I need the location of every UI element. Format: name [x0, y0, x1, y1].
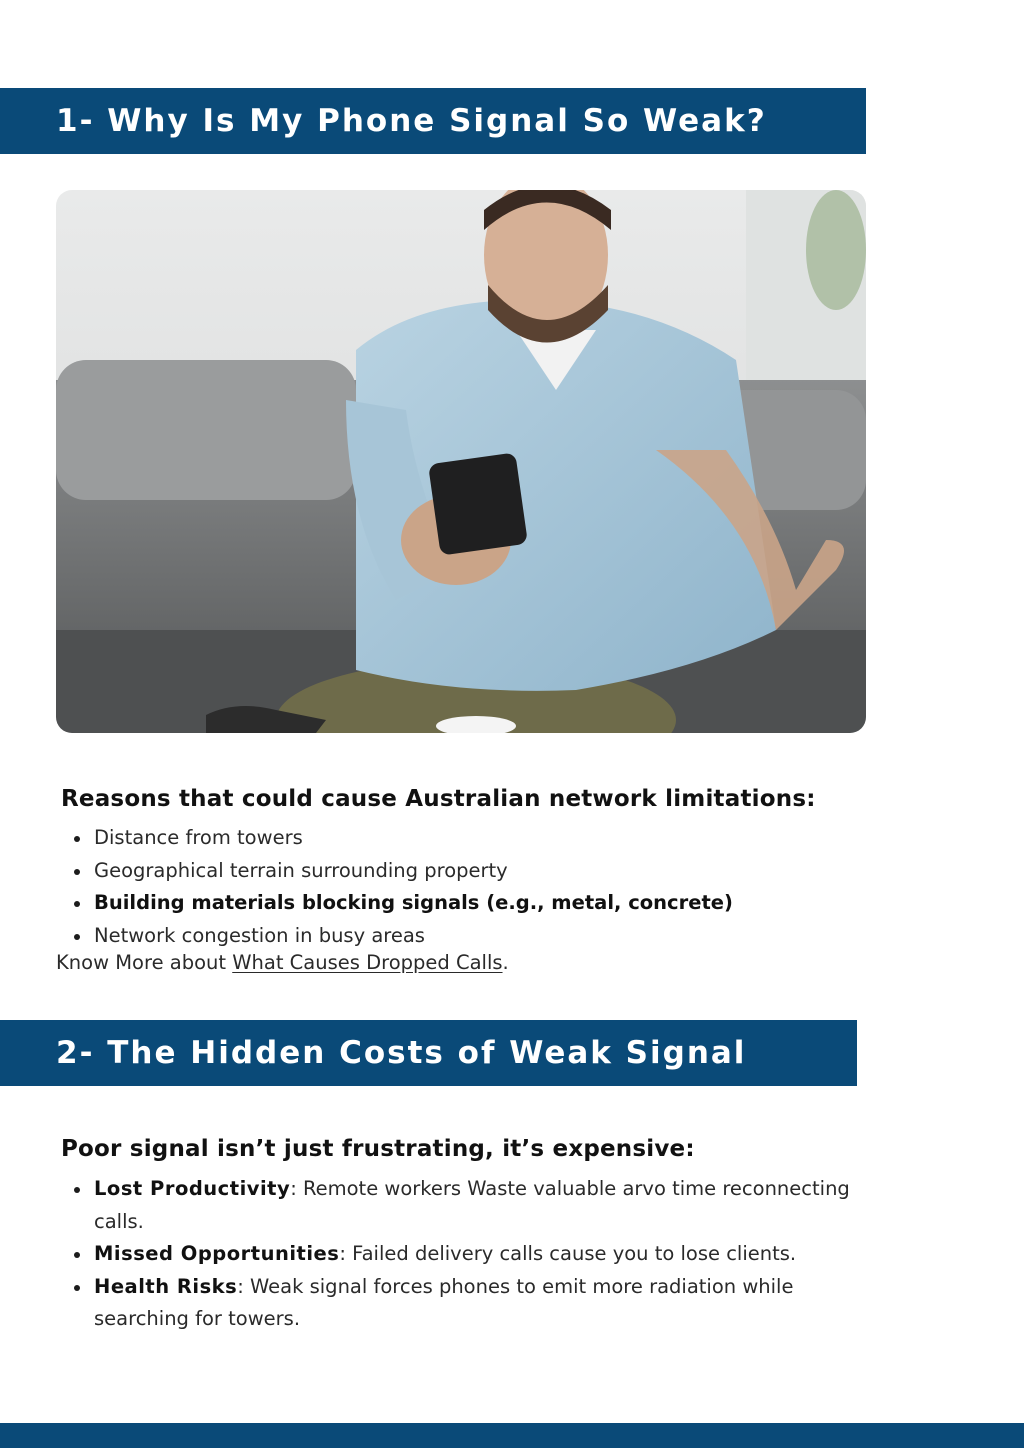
costs-list	[56, 1173, 854, 1336]
list-item	[94, 1173, 854, 1238]
causes-list	[56, 822, 884, 952]
list-item	[94, 1271, 854, 1336]
cost-text: : Failed delivery calls cause you to lose clients.	[339, 1242, 797, 1265]
section-2-title: 2- The Hidden Costs of Weak Signal	[56, 1035, 747, 1071]
list-item: Distance from towers	[94, 822, 884, 855]
list-item: Network congestion in busy areas	[94, 920, 884, 953]
section-1-title: 1- Why Is My Phone Signal So Weak?	[56, 103, 767, 139]
list-item	[94, 1238, 854, 1271]
section-1-heading: Reasons that could cause Australian network limitations:	[61, 786, 816, 812]
list-item: Building materials blocking signals (e.g., metal, concrete)	[94, 887, 884, 920]
know-more-line	[56, 951, 509, 974]
section-1-banner	[0, 88, 866, 154]
list-item: Geographical terrain surrounding property	[94, 855, 884, 888]
cost-text: : Weak signal forces phones to emit more radiation while searching for towers.	[94, 1274, 794, 1330]
footer-bar	[0, 1423, 1024, 1448]
cost-text: : Remote workers Waste valuable arvo time reconnecting calls.	[94, 1177, 850, 1233]
know-more-prefix: Know More about	[56, 951, 233, 974]
know-more-suffix: .	[502, 951, 509, 974]
dropped-calls-link[interactable]: What Causes Dropped Calls	[232, 951, 503, 974]
man-with-phone-photo	[56, 190, 866, 733]
section-2-banner	[0, 1020, 857, 1086]
cost-term: Missed Opportunities	[94, 1242, 340, 1265]
section-2-heading: Poor signal isn’t just frustrating, it’s expensive:	[61, 1136, 695, 1162]
cost-term: Lost Productivity	[94, 1177, 291, 1200]
cost-term: Health Risks	[94, 1274, 238, 1298]
